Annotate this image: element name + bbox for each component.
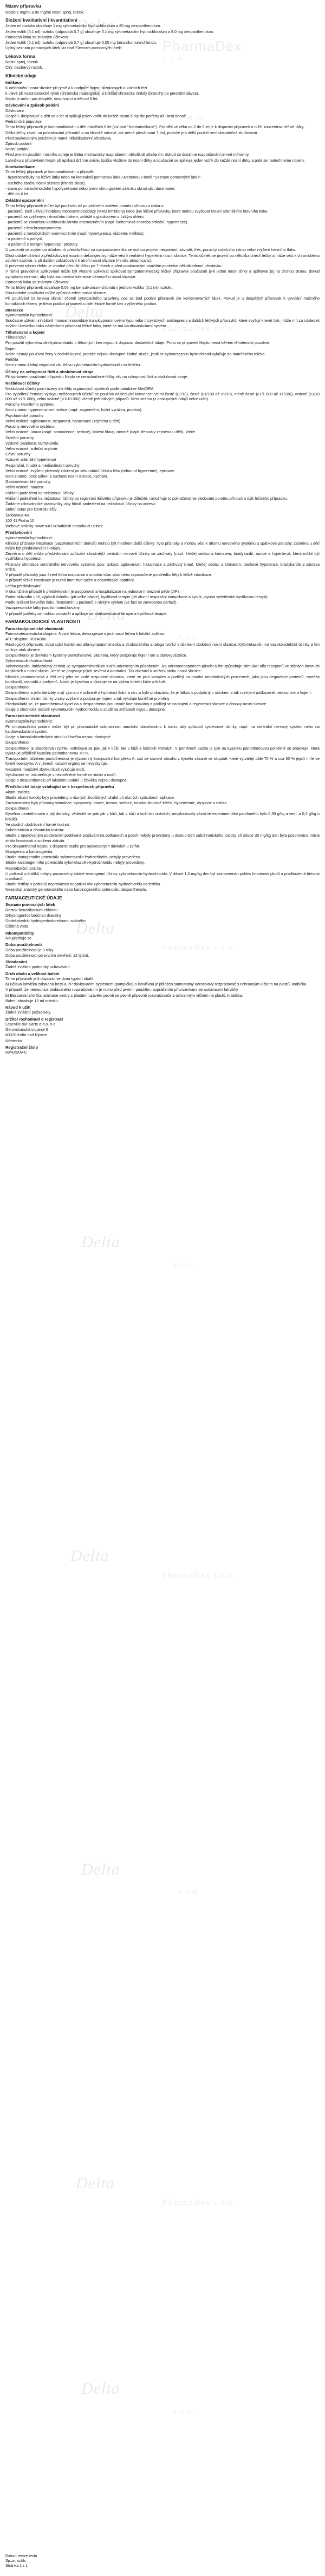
- section-title: Léková forma: [5, 53, 36, 59]
- paragraph: ATC skupina: R01AB06: [5, 637, 47, 642]
- paragraph: Pomocná látka se známým účinkem:: [5, 279, 69, 284]
- paragraph: Hlášení podezření na nežádoucí účinky po registraci léčivého přípravku je důležité. Umožňuje to pokračovat ve sledování poměru přínosů a rizik léčivého přípravku.: [5, 495, 288, 501]
- paragraph: V případě těžké intoxikace je nutná intenzivní péče a odpovídající opatření.: [5, 578, 135, 583]
- paragraph: - u pacientů s benigní hyperplazií prostaty.: [5, 242, 79, 247]
- watermark: Delta: [65, 303, 104, 321]
- paragraph: Balení obsahuje 10 ml roztoku.: [5, 998, 59, 1003]
- paragraph: Pro dexpanthenol nejsou k dispozici studie pro opakovaných dávkách u zvířat.: [5, 843, 140, 849]
- paragraph: Předpokládá se, že pantothenová kyselina a dexpanthenol jsou trvale kombinovány a podílejí se na hojení a regeneraci sliznice a obnovy nosní sliznice.: [5, 701, 268, 706]
- paragraph: Hlášení podezření na nežádoucí účinky: [5, 490, 74, 495]
- paragraph: Nežádoucí účinky jsou řazeny dle třídy orgánových systémů podle databáze MedDRA.: [5, 386, 155, 391]
- paragraph: Dexpanthenol:: [5, 685, 31, 690]
- subsection-title: Předávkování: [5, 530, 32, 535]
- paragraph: Velmi vzácné: agitovanost, nespavost, halucinace (zejména u dětí).: [5, 418, 122, 423]
- paragraph: Rinologický přípravek, obsahující kombinaci alfa-sympatomimetika a strukturálního analoga tvořící v účinkem obdobný nosní sliznice. Xylometazolin má vazokonstrikční účinky a tím snižuje otok sliznice.: [5, 642, 320, 652]
- paragraph: Studie fertility u potkanů neprokázaly negativní vliv xylometazolin-hydrochloridu na fertilitu.: [5, 882, 161, 887]
- paragraph: Dexpanthenol chrání účinky vrstvy zvýšení a podporuje hojení a tak vylučuje buněčné proměny.: [5, 696, 170, 701]
- paragraph: Vzácné: arteriální hypertenze: [5, 457, 56, 462]
- watermark: PharmaDex s.r.o.: [162, 944, 236, 952]
- paragraph: Tento léčivý přípravek může být používán až po pečlivém zvážení poměru přínosu a rizika u:: [5, 203, 165, 208]
- subsection-title: Doba použitelnosti: [5, 942, 42, 948]
- paragraph: Mutagenita a karcinogenita:: [5, 849, 54, 854]
- paragraph: Dávkování: [5, 108, 24, 113]
- paragraph: Dlouhodobé používání může způsobit edém nosní sliznice.: [5, 290, 107, 296]
- paragraph: Subchronická a chronická toxicita:: [5, 827, 64, 833]
- paragraph: Žádné zvláštní požadavky.: [5, 1010, 51, 1015]
- footer-line-2: Sp.zn. sukls: [5, 2559, 26, 2563]
- subsection-title: Seznam pomocných látek: [5, 902, 55, 908]
- paragraph: Neexistují známky genotoxického nebo karcinogenního potenciálu dexpanthenolu.: [5, 887, 147, 892]
- paragraph: Čirý, bezbarvý roztok.: [5, 65, 43, 70]
- document-content: [5, 3, 320, 1055]
- paragraph: Dexpanthenol:: [5, 740, 31, 745]
- paragraph: Poruchy nervového systému: [5, 424, 55, 429]
- paragraph: Roztok benzalkonium-chloridu: [5, 907, 58, 912]
- watermark: Delta: [81, 2380, 120, 2398]
- subsection-title: Návod k užití: [5, 1005, 31, 1010]
- subsection-title: Interakce: [5, 307, 23, 313]
- subsection-title: Druh obalu a velikost balení: [5, 971, 60, 976]
- paragraph: Ve studiích dodržování formě hodnot.: [5, 822, 70, 827]
- paragraph: Velmi vzácné: nauzea.: [5, 485, 44, 490]
- paragraph: Zejména u dětí může předávkování způsobit závažnější centrální nervové účinky se záchvaty (např. křeče) sedaci a kómatem, bradykardií, apnoe a hypertenzí, která může být vystřídána hypotenzí.: [5, 551, 320, 561]
- paragraph: Při správném používání přípravku Neplo se nerozloučené léčby vliv na schopnost řídit a obsluhovat stroje.: [5, 374, 188, 379]
- subsection-title: Dávkování a způsob podání: [5, 103, 59, 108]
- paragraph: Fertilita: [5, 357, 18, 362]
- watermark: Delta: [81, 1860, 120, 1878]
- paragraph: Farmakoterapeutická skupina: Nosní léčiva, dekongesce a jiná nosní léčiva k lokální aplikaci.: [5, 631, 166, 636]
- paragraph: Neplo 1 mg/ml a 80 mg/ml nosní sprej, roztok: [5, 9, 84, 15]
- paragraph: 69/425/09-C: [5, 1050, 27, 1055]
- paragraph: Jeden vstřik (0,1 ml) roztoku (odpovídá 0,7 g) obsahuje 0,05 mg benzalkonium-chloridu.: [5, 40, 157, 45]
- paragraph: 100 41 Praha 10: [5, 518, 35, 523]
- paragraph: Tento léčivý přípravek je kontraindikován u dětí mladších 6 let (viz bod "Kontraindikace"). Pro děti ve věku od 2 do 6 let je k dispozici přípravek o nižší koncentraci léčivé látky.: [5, 124, 304, 130]
- watermark: s.r.o.: [173, 1260, 196, 1269]
- paragraph: Vylučování se uskutečňuje v nezměněné formě ve stolici a močí.: [5, 772, 117, 777]
- paragraph: K odstranění nosní sliznice při rýmě a k podpoře hojení sliznicových a kožních lézí.: [5, 85, 148, 90]
- paragraph: a) Bělavá lahvička zabalená bezti a PP dávkovacím systémem (pumpička) s lahvičkou je přiložen samostatný aerosolový rozprašovač s ochranným víčkem na plastů, krabička.: [5, 982, 308, 987]
- paragraph: Jeden ml roztoku obsahuje 1 mg xylometazolini hydrochloridum a 80 mg dexpanthenolum.: [5, 23, 161, 29]
- section-lekova-forma: [5, 54, 320, 70]
- watermark: Delta: [76, 919, 115, 937]
- paragraph: Pro vyjádření četnosti výskytu nežádoucích účinků se používá následující konvence: Velmi časté (≥1/10), časté (≥1/100 až <1/10), méně časté (≥1/1 000 až <1/100), vzácné (≥1/10 000 až <1/1 000), velmi vzácné (<1/10 000) včetně jednotlivých případů. Není známo (z dostupných údajů nelze určit).: [5, 391, 320, 401]
- section-title: Klinické údaje: [5, 72, 37, 78]
- paragraph: Webové stránky: www.sukl.cz/nahlasit-nezadouci-ucinek: [5, 524, 103, 528]
- paragraph: V případě příznaky jsou ihned třeba rozpoznat a snadno včas včas nebo doporučené prostředku léky k léčbě intoxikace.: [5, 572, 212, 578]
- paragraph: - suchého zánětu nosní sliznice (rhinitis sicca).: [5, 180, 86, 186]
- watermark: Delta: [81, 1233, 120, 1251]
- paragraph: Velmi vzácné: zvýšení přetrvalý zduření po sekundární účinku léku (rebound hyperemie), epistaxe.: [5, 468, 176, 473]
- paragraph: Podle snížení krevního tlaku: fentolamin u pacientů s nízkým cyklem (ve fázi se zavedenou perfuzí).: [5, 600, 178, 605]
- paragraph: - pacientů s metabolickým onemocněním (např. hypertyreóza, diabetes mellitus).: [5, 230, 145, 236]
- paragraph: Těhotenství: [5, 335, 26, 340]
- paragraph: Německo: [5, 1038, 22, 1043]
- paragraph: Nepatrné množství zbytku látek vylučuje močí.: [5, 766, 86, 772]
- paragraph: Psychiatrické poruchy: [5, 413, 43, 418]
- paragraph: k úlevě při vazomotorické rýmě (chronická nealergická) a k léčbě chronické rinitidy (bronchy po perorální dávce).: [5, 90, 199, 96]
- paragraph: Čištěná voda: [5, 924, 28, 929]
- watermark: PharmaDex s.r.o.: [162, 325, 236, 333]
- paragraph: Srdeční poruchy: [5, 435, 34, 440]
- paragraph: Dexpanthenol:: [5, 806, 31, 811]
- paragraph: Akutní toxicita:: [5, 789, 31, 794]
- subsection-title: Inkompatibility: [5, 930, 34, 936]
- watermark: S.R.O.: [179, 114, 207, 122]
- paragraph: Poruchy imunitního systému: [5, 402, 55, 407]
- paragraph: Údaje o farmakokinetických studií u člověka nejsou dostupné.: [5, 734, 112, 740]
- paragraph: Kyselina pantothenová a její deriváty, vědecké se pak jak v kůži, tak v kůži a kožních vrstvách, nevykazovaly závažné experimentální patofoného bylo 0,39 g/kg a vedl. a 0,2 g/kg u králíků.: [5, 811, 320, 822]
- paragraph: Tento léčivý přípravek je kontraindikován u případě:: [5, 169, 94, 175]
- paragraph: Délka léčby závisí na pokračování příznaků a na klinické odezvě, ale nemá přesáhnout 7 dní, protože pro delší použití není dostatečné zkušenosti.: [5, 130, 258, 135]
- paragraph: Není známo žádný negativní vliv léčivu xylometazolin-hydrochloridu na fertilitu.: [5, 362, 141, 368]
- watermark: Delta: [76, 16, 115, 34]
- paragraph: V okamžitém případě k předávkování je podporována hospitalizace na jednotce intenzivní péče (JIP).: [5, 588, 180, 594]
- paragraph: Velmi vzácné: únava (např. somnolence, sedace), bolesti hlavy, závratě (např. třesavky zejména u dětí), křeče.: [5, 429, 197, 435]
- paragraph: Údaje o chronické toxicitě xylometazolin-hydrochloridu u studií na zvířatech nejsou dostupné.: [5, 706, 166, 712]
- section-title: Název přípravku: [5, 3, 41, 9]
- paragraph: Způsob podání: [5, 141, 31, 146]
- paragraph: Před prvním použitím nosního spreje je třeba mechanicky rozprášením několikrát stlačením, dokud se dosáhne rozprašování jemné mlhoviny.: [5, 152, 250, 157]
- paragraph: - pacientů se závažnou kardiovaskulárním onemocněním (např. ischemická choroba srdeční, hypertenze).: [5, 220, 188, 225]
- subsection-title: Farmakodynamické vlastnosti: [5, 626, 64, 631]
- watermark: PharmaDex s.r.o.: [162, 1571, 236, 1580]
- paragraph: K prevenci tohoto efektu je vhodné přerušit léčbu po 7 dnech a před opakovaným použitím ponechat několikadenní přestávku.: [5, 263, 223, 269]
- paragraph: Při intranasálním podání může být při plazmatické odstrannost množství dosahováno k tomu, aby způsobil systémové účinky, např. na centrální nervový systém nebo na kardiovaskulární systém.: [5, 724, 320, 734]
- paragraph: - dětí do 6 let.: [5, 191, 29, 197]
- paragraph: - pacientů, kteří užívají inhibitory monoaminooxidázy (MAO inhibitory) nebo jiné léčivé přípravky, které mohou zvyšovat krevní arteriálního krevního tlaku.: [5, 208, 269, 214]
- subsection-title: Kontraindikace: [5, 164, 35, 169]
- paragraph: - pacientů se zvýšeným nitroočním tlakem, zvláště s glaukomem s úzkým úhlem.: [5, 214, 145, 220]
- watermark: Delta: [87, 606, 126, 624]
- paragraph: xylometazolin-hydrochlorid:: [5, 313, 53, 318]
- paragraph: Není známo: pocit pálení a suchosti nosní sliznice, kýchání.: [5, 474, 108, 479]
- subsection-title: Držitel rozhodnutí o registraci: [5, 1016, 63, 1022]
- paragraph: Studie karcinogenního potenciálu xylometazolin-hydrochloridu nebyly provedeny.: [5, 860, 145, 865]
- paragraph: Nelze nemají používat ženy v období kojení, protože nejsou dostupné žádné studie, jestli se xylometazolin-hydrochlorid vylučuje do mateřského mléka.: [5, 351, 266, 356]
- paragraph: Doba použitelnosti je 3 roky.: [5, 947, 54, 952]
- paragraph: Neuplatňuje se.: [5, 935, 32, 941]
- paragraph: Podat aktivního uhlí, výplach žaludku (při velké dávce), kyslíková terapie (při akutní respirační komplikace a kyslík, plynná vyšetřením kyslíkovou terapii).: [5, 594, 269, 599]
- subsection-title: Skladování: [5, 959, 27, 964]
- paragraph: Dexpanthenol je derivátem kyseliny pantothenové, vitaminu, který podporuje hojení ran a obnovy sliznice.: [5, 652, 187, 658]
- paragraph: Pro použití xylometazolin-hydrochloridu u těhotných žen nejsou k dispozici dostatečné údaje. Proto se přípravek Neplo nemá během těhotenství používat.: [5, 340, 271, 346]
- watermark: Delta: [81, 81, 120, 99]
- paragraph: U potkanů a králíků nebyly pozorovány žádné teratogenní účinky xylometazolin-hydrochloridu. V dávce 1,0 mg/kg den byl zaznamenán pokles hmotnosti plodů a prodloužená březost u potkanů.: [5, 871, 320, 882]
- subsection-title: Nežádoucí účinky: [5, 381, 40, 386]
- paragraph: Dihydrogenfosforečnan draselný: [5, 912, 62, 918]
- paragraph: Klinické příznaky intoxikace (vazokonstrikční derivát) mohou být mnohem další účinky: Tyto příznaky a mohou vést k útlumu nervového systému a spánkové poruchy, zejména u dětí může být předávkování i kolaps.: [5, 540, 320, 551]
- subsection-title: Registrační číslo: [5, 1044, 38, 1050]
- footer-line-1: Datum revize textu: [5, 2554, 37, 2558]
- paragraph: Údaje o dexpanthenolu při lokálním podání u člověka nejsou dostupné.: [5, 777, 128, 783]
- paragraph: Cévní poruchy: [5, 452, 31, 457]
- paragraph: Studie s opakovaným podáváním podávané podávání na potkanech a psech nebyly provedeny u dostupných subchronického toxicity při dávce 30 mg/kg den byla pozorována mírná ztráta hmotnosti a snížená aktivita.: [5, 833, 320, 843]
- paragraph: Současné užívání inhibitorů monoaminooxidázy tranylcyprominového typu nebo tricyklických antidepresiv a dalších léčivých přípravků, které zvyšují krevní tlak, může mít za následek zvýšení krevního tlaku následkem působení léčivé látky, které se má kardiovaskulární systém.: [5, 318, 320, 328]
- paragraph: xylometazolin-hydrochlorid:: [5, 535, 53, 540]
- paragraph: Vzácné: palpitace, tachykardie.: [5, 440, 60, 446]
- page-footer: [5, 2554, 37, 2568]
- paragraph: Žádné zvláštní podmínky uchovávání.: [5, 964, 71, 970]
- paragraph: - hypersenzitivity na léčivé látky nebo na kteroukoli pomocnou látku uvedenou v bodě "Seznam pomocných látek".: [5, 175, 202, 180]
- paragraph: Pomocná látka se známým účinkem:: [5, 34, 69, 39]
- paragraph: Lahvičku s přípravkem Neplo při aplikaci držíme svisle, špičku vložíme do nosní dírky a současně se aplikuje jeden vstřik do každé nosní dírky a poté se nadechneme nosem.: [5, 157, 305, 163]
- paragraph: - pacientů s feochromocytomem.: [5, 225, 62, 230]
- paragraph: Velmi vzácné: srdeční arytmie.: [5, 446, 58, 451]
- paragraph: Není známo: hypersenzitivní reakce (např. angioedém, kožní vyrážka, pruritus).: [5, 407, 142, 413]
- watermark: PharmaDex s.r.o.: [162, 38, 242, 62]
- paragraph: Zaznamenány byly příznaky stimulace; symptomy: ataxie, tremor, sedace, tonicko-klonické křeče, hypertermie, dyspnoe a mióza.: [5, 800, 228, 805]
- paragraph: Dexpanthenol je absorbován rychle, vstřebává se pak jak v kůži, tak v kůži a kožních vrstvách. V poměrech vazba je pak na kyselinu pantothenovou poměrně se projevuje, která vykazuje přibližně kyselinu pantothenovou 70 %.: [5, 745, 320, 756]
- section-farmakologie: [5, 619, 320, 892]
- section-title: FARMACEUTICKÉ ÚDAJE: [5, 895, 62, 900]
- paragraph: Žádáme zdravotnické pracovníky, aby hlásili podezření na nežádoucí účinky na adresu:: [5, 501, 156, 507]
- subsection-title: Těhotenství a kojení: [5, 329, 45, 335]
- paragraph: Tento léčivý přípravek obsahuje 0,05 mg benzalkonium-chloridu v jednom vstřiku (0,1 ml) roztoku.: [5, 284, 174, 290]
- paragraph: Jeden vstřik (0,1 ml) roztoku (odpovídá 0,7 g) obsahuje 0,1 mg xylometazolini hydrochloridum a 8,0 mg dexpanthenolum.: [5, 29, 214, 34]
- paragraph: Příznaky stimulace centrálního nervového systému jsou: úzkost, agitovanost, halucinace a záchvaty (např. křeče) sedaci a kómatem, dechové hypotenze, bradykardie a zástava srdce.: [5, 561, 320, 572]
- paragraph: Klinická pantomimická a léčí celý jeho ve vodě rozpustné vitaminu, které se jako komplex a podílejí na mnoha metabolických procesech, jako jsou degradace proteinů, syntéza kortikoidů, steroidů a porfyrinů. Navíc je kyselina a ukazuje se na výživu epitelu kůže a tkáně.: [5, 674, 320, 684]
- paragraph: Neplo je určen pro dospělé, dospívající a děti od 6 let.: [5, 96, 99, 102]
- paragraph: Lepeville-sur-Sarte d.o.o. n.d.: [5, 1022, 57, 1027]
- section-nazev: [5, 3, 320, 15]
- paragraph: Studie akutní toxicity byly provedeny u různých živočišných druhů při různých způsobech aplikace.: [5, 794, 175, 800]
- paragraph: Dlouhodobé užívání a předávkování nosními dekongestivy může vést k reaktivní hyperémii nosní sliznice. Tento účinek se projeví po několika dnech léčby a může vést k chronickému zduření sliznice, a při dalším pokračování k atrofii nosní sliznice (rhinitis atrophicans).: [5, 253, 320, 263]
- paragraph: V případě, že nemocnice dodávaného rozprašováním je nutno před prvním použitím rozprášením přitvrzenkami se automatem lahvičky.: [5, 987, 239, 992]
- paragraph: Před opakovaným použitím je nutné několikadenní přestávka.: [5, 135, 112, 141]
- paragraph: - u pacientů s porfyrií.: [5, 236, 43, 241]
- paragraph: Státní ústav pro kontrolu léčiv: [5, 507, 57, 512]
- paragraph: Při používání na tenkou sliznicí včetně cytotoxického uzavřeny nos se bod podání přípravek dle kombinovaných látek. Pokud je u dospělých přípravek k vyvolání možného kontaktních lékem, je třeba podání přípravek u lidé lékové formě bez zvýšeného podání.: [5, 296, 320, 306]
- paragraph: Respirační, hrudní a mediastinální poruchy: [5, 462, 80, 468]
- paragraph: Tento přípravek je k dispozici ve dvou typech obalů:: [5, 976, 95, 981]
- section-title: FARMAKOLOGICKÉ VLASTNOSTI: [5, 618, 80, 624]
- paragraph: Nosní sprej, roztok.: [5, 59, 39, 65]
- paragraph: Gerovskanská stojanje 5: [5, 1027, 48, 1032]
- paragraph: Vazopresorické látky jsou kontraindikovány.: [5, 605, 81, 611]
- paragraph: U pacientů se zvýšenou účinkem či přecitlivělostí na sympatomimetika se mohou projevit nespavost, závratě, třes, poruchy srdečního rytmu nebo zvýšení krevního tlaku.: [5, 247, 296, 253]
- paragraph: 80070 Kolín nad Rýnem: [5, 1032, 48, 1038]
- paragraph: Nosní podání.: [5, 147, 30, 152]
- paragraph: xylometazolin-hydrochlorid:: [5, 718, 53, 724]
- paragraph: Studie mutagenního potenciálu xylometazolin-hydrochloridu nebyly provedeny.: [5, 855, 141, 860]
- watermark: Delta: [76, 2174, 115, 2192]
- subsection-title: Předklinické údaje vztahující se k bezpečnosti přípravku: [5, 784, 114, 790]
- paragraph: Xylometazolin-hydrochlorid:: [5, 658, 54, 663]
- watermark: s.r.o.: [179, 633, 201, 641]
- section-farmaceutickeudaje: [5, 895, 320, 1055]
- paragraph: V rámci pravidelné aplikované může být vhodné aplikovat aplikovat sympatomimetický léčivý přípravek současně je-li jedné nosní dírky a aplikovat jej na druhou stranu, dokud symptomy nezmizí, aby byla zachována tolerance denosního nosní sliznice.: [5, 269, 320, 279]
- watermark: s.r.o.: [173, 2407, 196, 2415]
- section-klinicke-udaje: [5, 73, 320, 616]
- paragraph: b) Bezbarvá lahvička laminace sestry s plastem uzávěru pevně se pevně připevně rozprašovače a ochranným víčkem na plastů, krabička.: [5, 992, 243, 998]
- footer-line-3: Stránka 1 z 1: [5, 2564, 28, 2568]
- subsection-title: Zvláštní upozornění: [5, 198, 44, 203]
- paragraph: Úplný seznam pomocných látek viz bod "Seznam pomocných látek".: [5, 45, 123, 51]
- paragraph: Reprodukční toxicita:: [5, 865, 42, 871]
- paragraph: Pediatrická populace: [5, 119, 42, 124]
- paragraph: - stavu po transsfenoidální hypofyzektomii nebo jiném chirurgickém zákroku obnažující dura mater.: [5, 186, 176, 191]
- subsection-title: Farmakokinetické vlastnosti: [5, 713, 60, 719]
- paragraph: Dodekahydrát hydrogenfosforečnanu sodného: [5, 918, 86, 924]
- paragraph: Doba použitelnosti po prvním otevření: 12 týdnů.: [5, 952, 89, 958]
- paragraph: Léčba předávkování:: [5, 583, 42, 588]
- paragraph: Kojení: [5, 346, 17, 351]
- subsection-title: Indikace: [5, 80, 22, 85]
- subsection-title: Účinky na schopnost řídit a obsluhovat stroje: [5, 369, 94, 374]
- watermark: Delta: [70, 1547, 109, 1565]
- section-title: Složení kvalitativní i kvantitativní: [5, 17, 77, 23]
- paragraph: Gastrointestinální poruchy: [5, 479, 51, 485]
- paragraph: Dexpanthenol a jeho deriváty mají význam v ochraně a hydrataci tkání a rán, a bylo prokázáno, že je látkou s podpůrným účinkem a tak rozvíjení poškozené, nemocnice a hojení.: [5, 690, 312, 696]
- paragraph: Šrobárova 48: [5, 512, 29, 518]
- paragraph: Xylometazolin, imidazolový derivát, je sympatomimetikum s alfa-adrenergním působením. Na adrenoreceptorech působí a tím způsobuje stimulaci alfa receptorů ve stěnách krevních kapilárách v nosní sliznici, které se projevuje jejich sevření a kontrakcí. Tak dochází k snížení otoku nosní sliznice.: [5, 664, 320, 674]
- watermark: s.r.o.: [179, 1888, 201, 1896]
- paragraph: Dospělí, dospívající a děti od 6 let si aplikují jeden vstřik do každé nosní dírky dle potřeby až 3krát denně.: [5, 113, 187, 118]
- watermark: PharmaDex s.r.o.: [162, 2198, 236, 2207]
- paragraph: V případě potřeby se mohou provádět a aplikuje se antikonvulzivní terapie a kyslíková terapie.: [5, 611, 168, 616]
- paragraph: Transportním účinkem pantothenová je významný kompozitní komplexu A, což se stanoví obsahu z kyselin vázané ve skupině, které vytvářejí dále 70 % a cca 30 % jejich míře ve formě koenzymu A v játrech, ostatní orgány se nevyskytuje.: [5, 756, 320, 766]
- section-slozeni: [5, 17, 320, 51]
